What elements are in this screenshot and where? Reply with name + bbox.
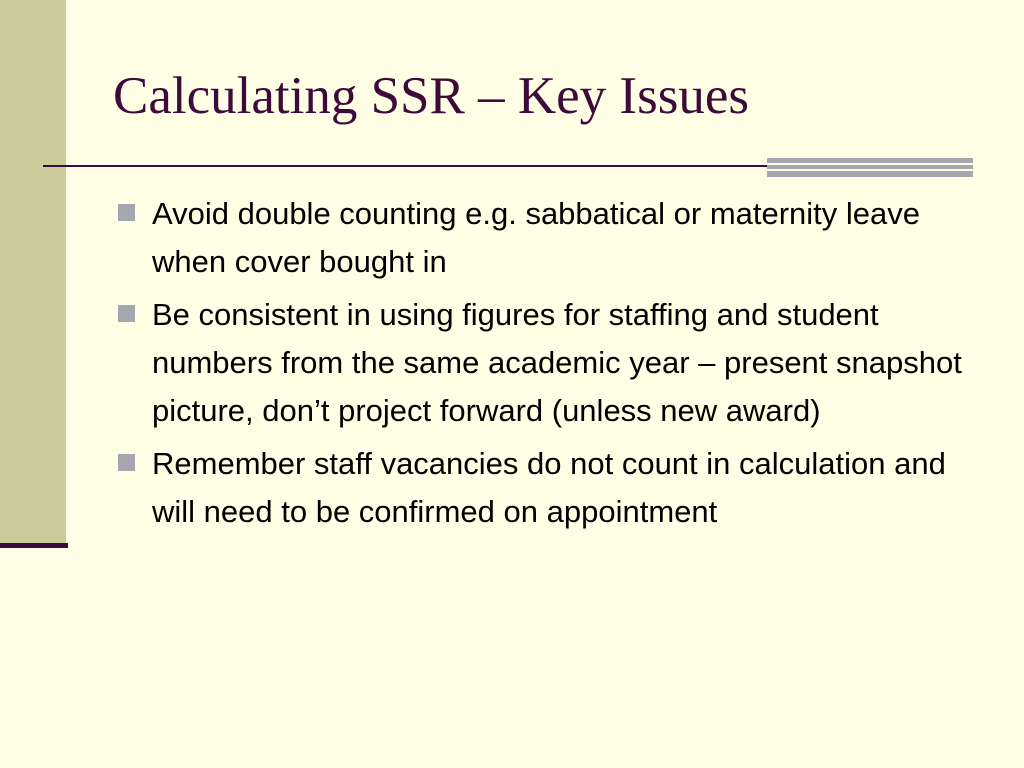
left-band-underline — [0, 543, 68, 548]
square-bullet-icon — [118, 454, 135, 471]
accent-stripe-top — [767, 158, 973, 163]
square-bullet-icon — [118, 305, 135, 322]
square-bullet-icon — [118, 204, 135, 221]
slide-title: Calculating SSR – Key Issues — [113, 67, 749, 125]
accent-stripe-bottom — [767, 171, 973, 177]
bullet-text: Remember staff vacancies do not count in calculation and will need to be confirmed on appointment — [152, 446, 946, 529]
bullet-list — [118, 190, 968, 541]
bullet-text: Be consistent in using figures for staffing and student numbers from the same academic year – present snapshot picture, don’t project forward (unless new award) — [152, 297, 962, 428]
left-decorative-band — [0, 0, 66, 548]
accent-stripe-middle — [767, 165, 973, 169]
bullet-item — [118, 440, 968, 536]
title-divider — [43, 165, 773, 167]
bullet-item — [118, 291, 968, 435]
bullet-text: Avoid double counting e.g. sabbatical or maternity leave when cover bought in — [152, 196, 921, 279]
accent-stripes — [767, 158, 973, 178]
bullet-item — [118, 190, 968, 286]
